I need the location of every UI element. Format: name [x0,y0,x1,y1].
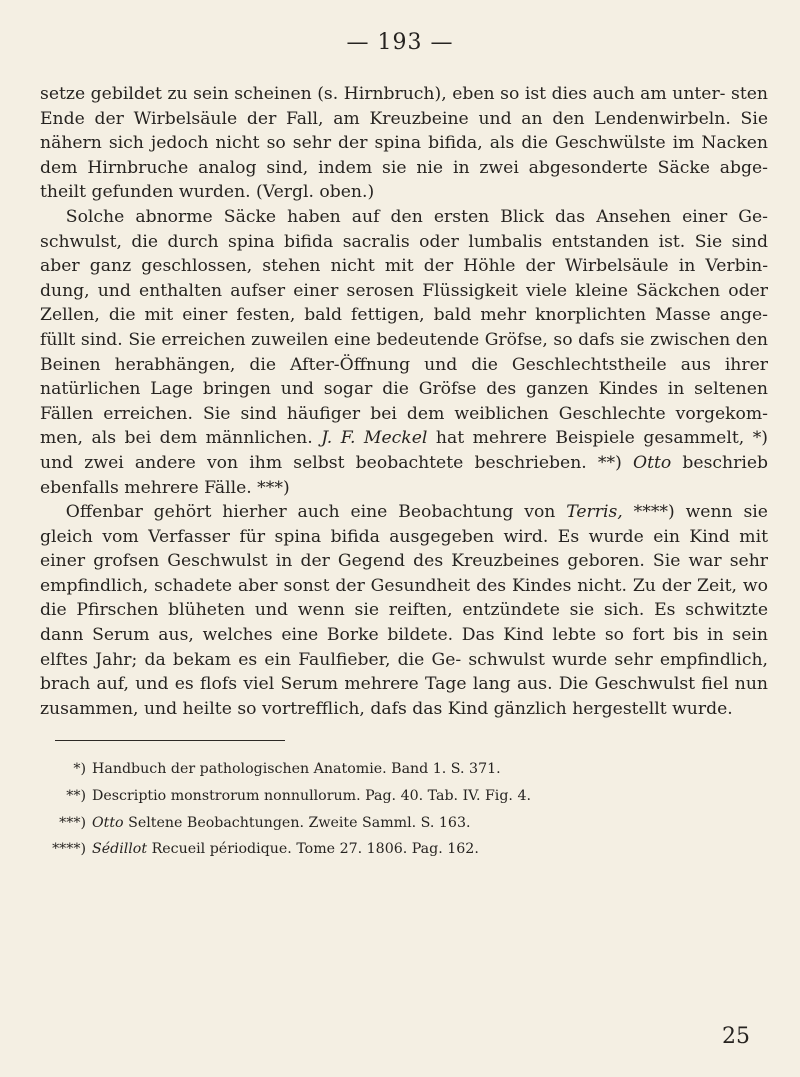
paragraph-2-end: beschrieb ebenfalls mehrere Fälle. ***) [40,452,768,498]
footnote-marker: *) [73,761,86,777]
footnote-text: Handbuch der pathologischen Anatomie. Band 1. S. 371. [92,761,501,777]
footnote-3 [52,810,752,837]
footnote-marker: ***) [59,814,86,831]
paragraph-3-start: Offenbar gehört hierher auch eine Beobachtung von [65,502,556,523]
author-meckel: J. F. Meckel [321,428,428,449]
footnote-4 [52,836,752,863]
footnote-author: Sédillot [92,841,148,858]
signature-mark: 25 [722,1024,750,1049]
paragraph-3 [40,500,768,721]
footnotes [52,756,752,863]
footnote-text: Seltene Beobachtungen. Zweite Samml. S. 163. [128,814,471,831]
footnote-author: Otto [92,814,124,831]
paragraph-3-rest: ****) wenn sie gleich vom Verfasser für spina bifida ausgegeben wird. Es wurde ein Kind mit einer grofsen Geschwulst in der Gegend des Kreuzbeines geboren. Sie war sehr empfindlich, schadete aber sonst der Gesundheit des Kindes nicht. Zu der Zeit, wo die Pfirschen blüheten und wenn sie reiften, entzündete sie sich. Es schwitzte dann Serum aus, welches eine Borke bildete. Das Kind lebte so fort bis in sein elftes Jahr; da bekam es ein Faulfieber, die Ge- schwulst wurde sehr empfindlich, brach auf, und es flofs viel Serum mehrere Tage lang aus. Die Geschwulst fiel nun zusammen, und heilte so vortrefflich, dafs das Kind gänzlich hergestellt wurde. [40,502,768,719]
page-number: — 193 — [346,30,454,55]
footnote-marker: ****) [52,841,86,858]
author-otto: Otto [632,452,672,473]
paragraph-2-mid: hat mehrere Beispiele gesammelt, *) und zwei andere von ihm selbst beobachtete beschrieben. **) [40,428,768,473]
footnote-text: Recueil périodique. Tome 27. 1806. Pag. 162. [151,841,479,858]
footnote-2 [52,783,752,810]
author-terris: Terris, [566,502,623,523]
footnote-divider [55,740,285,741]
footnote-1 [52,756,752,783]
paragraph-1: setze gebildet zu sein scheinen (s. Hirnbruch), eben so ist dies auch am unter- sten Ende der Wirbelsäule der Fall, am Kreuzbeine und an den Lendenwirbeln. Sie nähern sich jedoch nicht so sehr der spina bifida, als die Geschwülste im Nacken dem Hirnbruche analog sind, indem sie nie in zwei abgesonderte Säcke abge- theilt gefunden wurden. (Vergl. oben.) [40,84,768,203]
footnote-text: Descriptio monstrorum nonnullorum. Pag. 40. Tab. IV. Fig. 4. [92,787,531,804]
paragraph-2 [40,205,768,500]
footnote-marker: **) [66,787,86,804]
paragraph-2-text: Solche abnorme Säcke haben auf den ersten Blick das Ansehen einer Ge- schwulst, die durch spina bifida sacralis oder lumbalis entstanden ist. Sie sind aber ganz geschlossen, stehen nicht mit der Höhle der Wirbelsäule in Verbin- dung, und enthalten aufser einer serosen Flüssigkeit viele kleine Säckchen oder Zellen, die mit einer festen, bald fettigen, bald mehr knorplichten Masse ange- füllt sind. Sie erreichen zuweilen eine bedeutende Gröfse, so dafs sie zwischen den Beinen herabhängen, die After-Öffnung und die Geschlechtstheile aus ihrer natürlichen Lage bringen und sogar die Gröfse des ganzen Kindes in seltenen Fällen erreichen. Sie sind häufiger bei dem weiblichen Geschlechte vorgekom- men, als bei dem männlichen. [40,206,768,449]
body-text [40,82,768,721]
